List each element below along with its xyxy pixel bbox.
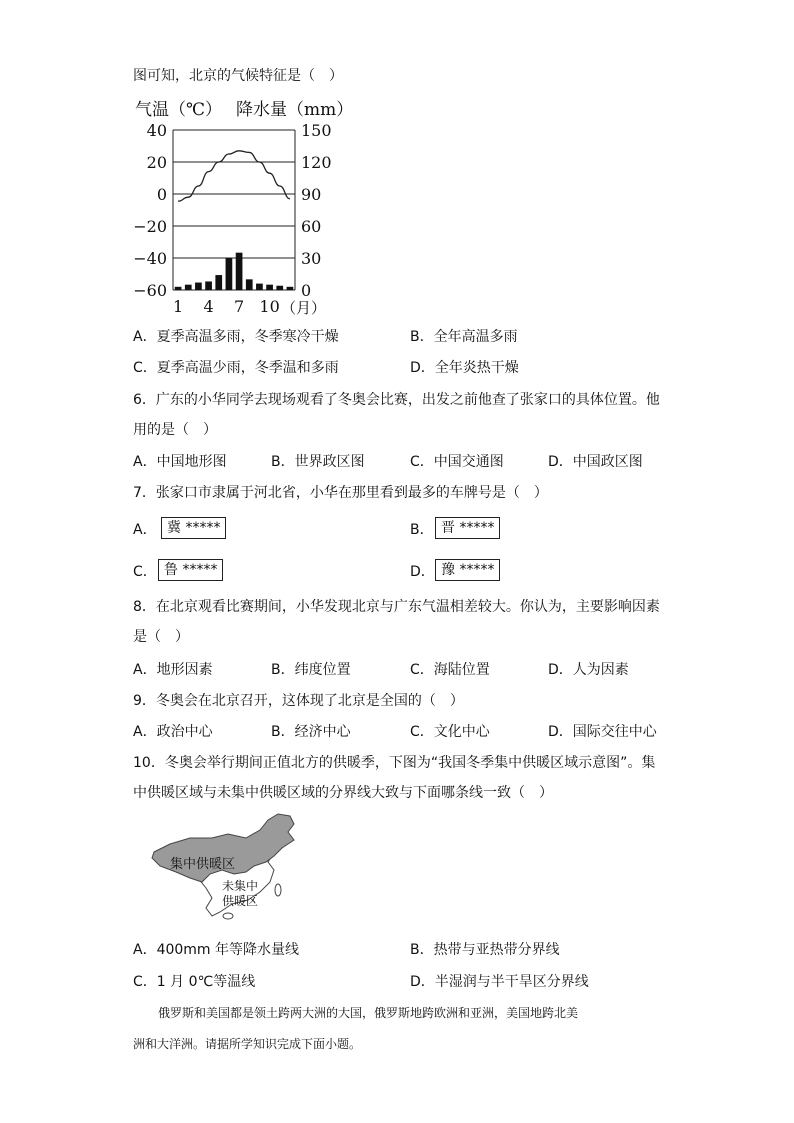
non-heating-label-line1: 未集中 [222, 879, 259, 893]
heating-region-map [150, 812, 310, 922]
reading-passage-line2: 洲和大洋洲。请据所学知识完成下面小题。 [133, 1037, 362, 1051]
q7-option-a-letter: A． [133, 522, 157, 538]
right-tick-label: 30 [301, 249, 322, 268]
central-heating-label: 集中供暖区 [170, 857, 236, 872]
left-tick-label: −60 [133, 281, 167, 300]
month-tick-label: 10 [259, 297, 280, 316]
month-tick-label: 7 [233, 297, 245, 316]
right-tick-label: 90 [301, 185, 322, 204]
question-stem-5: 图可知，北京的气候特征是（ ） [133, 68, 343, 84]
precipitation-bar [236, 253, 243, 290]
climate-chart [133, 95, 353, 320]
question-stem-10-line2: 中供暖区域与未集中供暖区域的分界线大致与下面哪条线一致（ ） [133, 785, 553, 801]
q6-option-c[interactable]: C．中国交通图 [410, 454, 504, 470]
q8-option-b[interactable]: B．纬度位置 [271, 662, 351, 678]
q9-option-d[interactable]: D．国际交往中心 [548, 724, 657, 740]
q6-option-a[interactable]: A．中国地形图 [133, 454, 227, 470]
hainan-island-shape [223, 913, 233, 919]
q8-option-a[interactable]: A．地形因素 [133, 662, 213, 678]
q10-option-b[interactable]: B．热带与亚热带分界线 [410, 942, 560, 958]
license-plate-c: 鲁 ***** [158, 559, 223, 581]
license-plate-b: 晋 ***** [435, 517, 500, 539]
left-tick-label: −40 [133, 249, 167, 268]
q7-option-b-letter: B． [410, 522, 434, 538]
q5-option-d[interactable]: D．全年炎热干燥 [410, 360, 519, 376]
precipitation-bar [287, 287, 294, 290]
q10-option-d[interactable]: D．半湿润与半干旱区分界线 [410, 974, 589, 990]
precipitation-bar [266, 285, 273, 290]
q5-option-a[interactable]: A．夏季高温多雨，冬季寒冷干燥 [133, 329, 339, 345]
right-axis-label: 降水量（mm） [236, 100, 353, 120]
right-tick-label: 150 [301, 121, 332, 140]
q10-option-c[interactable]: C．1 月 0℃等温线 [133, 974, 256, 990]
q5-option-c[interactable]: C．夏季高温少雨，冬季温和多雨 [133, 360, 339, 376]
chart-grid [173, 130, 295, 290]
q5-option-b[interactable]: B．全年高温多雨 [410, 329, 518, 345]
precipitation-bar [195, 283, 202, 290]
question-stem-10-line1: 10．冬奥会举行期间正值北方的供暖季，下图为“我国冬季集中供暖区域示意图”。集 [133, 755, 656, 771]
right-tick-label: 60 [301, 217, 322, 236]
license-plate-a: 冀 ***** [161, 517, 226, 539]
q8-option-c[interactable]: C．海陆位置 [410, 662, 490, 678]
precipitation-bar [226, 258, 233, 290]
month-unit-label: （月） [281, 299, 327, 317]
q9-option-b[interactable]: B．经济中心 [271, 724, 351, 740]
reading-passage-line1: 俄罗斯和美国都是领土跨两大洲的大国，俄罗斯地跨欧洲和亚洲，美国地跨北美 [158, 1006, 579, 1020]
q10-option-a[interactable]: A．400mm 年等降水量线 [133, 942, 300, 958]
q9-option-c[interactable]: C．文化中心 [410, 724, 490, 740]
right-tick-label: 120 [301, 153, 332, 172]
taiwan-island-shape [275, 884, 281, 896]
month-tick-label: 1 [172, 297, 184, 316]
precipitation-bar [205, 281, 212, 290]
left-tick-label: 20 [146, 153, 167, 172]
question-stem-7: 7．张家口市隶属于河北省，小华在那里看到最多的车牌号是（ ） [133, 485, 548, 501]
q6-option-d[interactable]: D．中国政区图 [548, 454, 643, 470]
precipitation-bar [276, 286, 283, 290]
question-stem-6-line1: 6．广东的小华同学去现场观看了冬奥会比赛，出发之前他查了张家口的具体位置。他 [133, 392, 660, 408]
month-tick-label: 4 [203, 297, 214, 316]
q7-option-c-letter: C． [133, 564, 157, 580]
question-stem-9: 9．冬奥会在北京召开，这体现了北京是全国的（ ） [133, 693, 464, 709]
left-tick-label: 0 [156, 185, 167, 204]
question-stem-8-line1: 8．在北京观看比赛期间，小华发现北京与广东气温相差较大。你认为，主要影响因素 [133, 599, 660, 615]
precipitation-bar [175, 287, 182, 290]
q6-option-b[interactable]: B．世界政区图 [271, 454, 365, 470]
precipitation-bar [246, 279, 253, 290]
non-heating-label-line2: 供暖区 [222, 894, 259, 908]
right-tick-label: 0 [301, 281, 312, 300]
q7-option-d-letter: D． [410, 564, 435, 580]
left-axis-label: 气温（℃） [135, 100, 223, 120]
precipitation-bar [256, 284, 263, 290]
q9-option-a[interactable]: A．政治中心 [133, 724, 213, 740]
left-tick-label: −20 [133, 217, 167, 236]
license-plate-d: 豫 ***** [435, 559, 500, 581]
left-tick-label: 40 [146, 121, 167, 140]
chart-ticks [133, 121, 331, 316]
question-stem-6-line2: 用的是（ ） [133, 422, 217, 438]
question-stem-8-line2: 是（ ） [133, 629, 189, 645]
precipitation-bar [185, 285, 192, 290]
q8-option-d[interactable]: D．人为因素 [548, 662, 629, 678]
precipitation-bar [215, 275, 222, 290]
